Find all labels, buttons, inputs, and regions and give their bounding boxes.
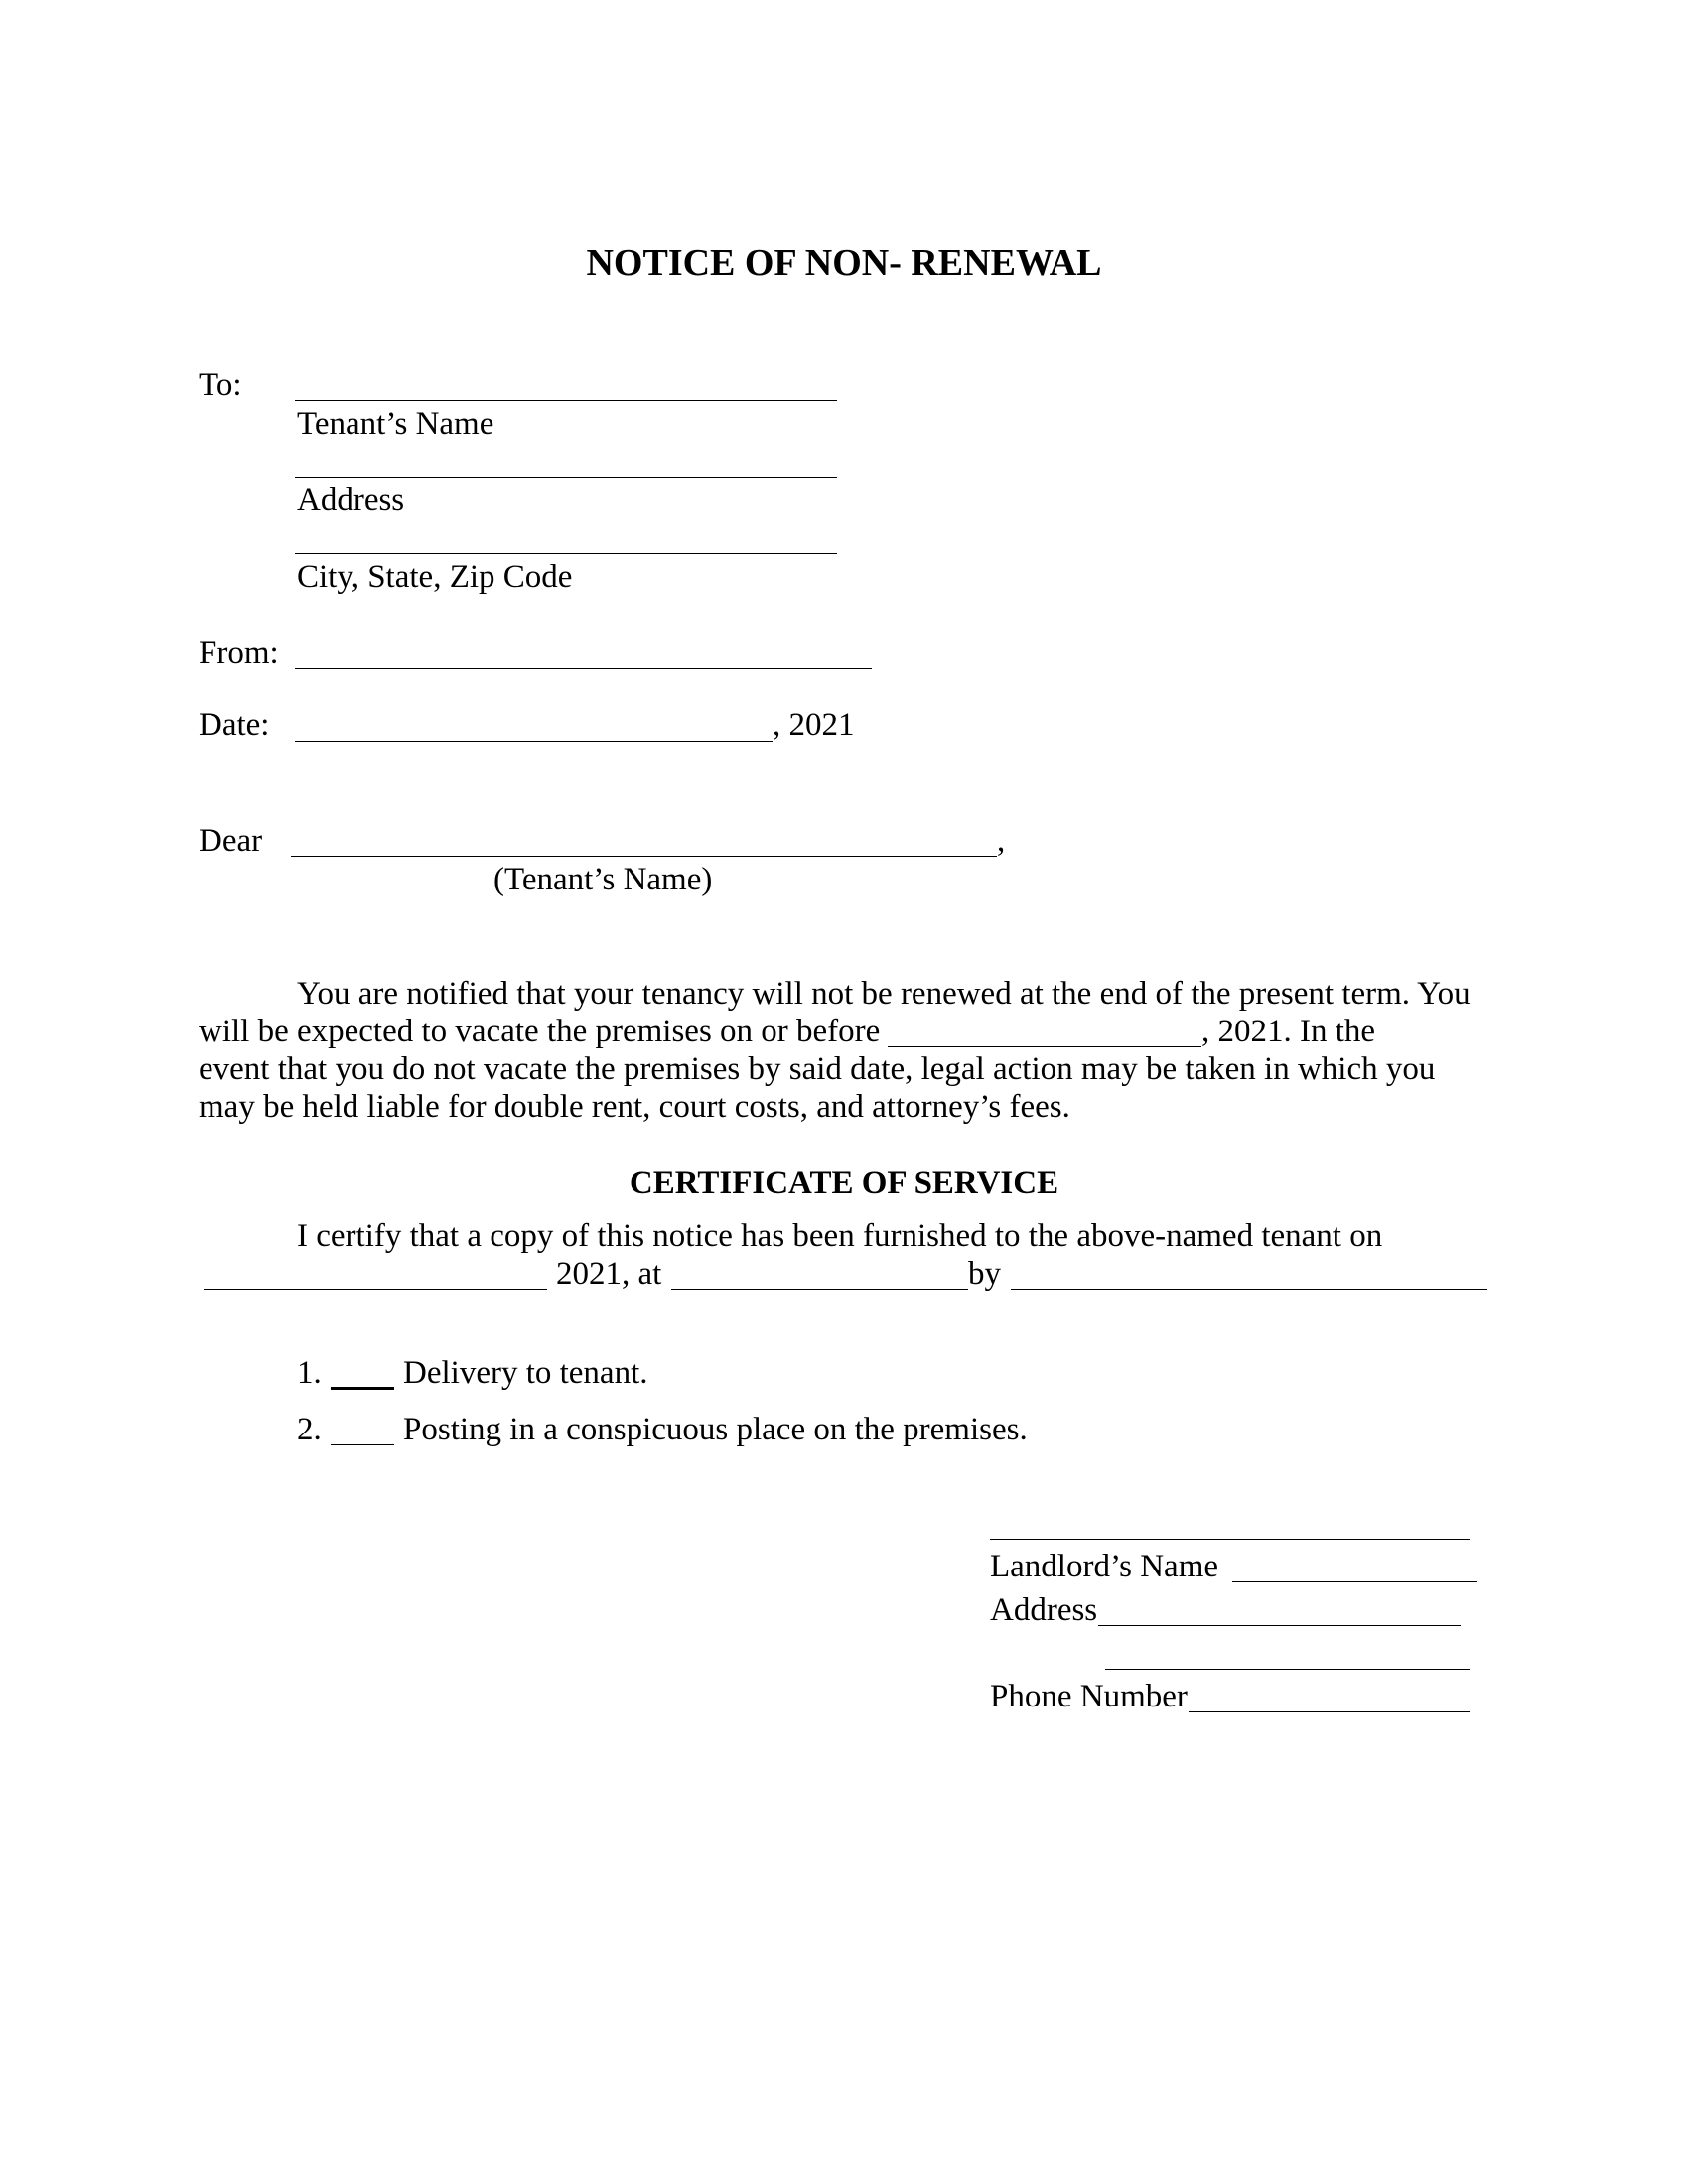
landlord-address-field-2[interactable]	[1105, 1669, 1470, 1670]
landlord-address-label: Address	[990, 1592, 1098, 1628]
salutation-caption: (Tenant’s Name)	[493, 862, 713, 897]
landlord-name-field[interactable]	[1232, 1581, 1477, 1582]
body-line-2-after: , 2021. In the	[1201, 1014, 1376, 1049]
phone-number-label: Phone Number	[990, 1679, 1188, 1714]
date-year-suffix: , 2021	[773, 707, 855, 743]
certificate-title: CERTIFICATE OF SERVICE	[629, 1165, 1059, 1201]
landlord-address-field[interactable]	[1098, 1625, 1461, 1626]
certificate-year-text: 2021, at	[556, 1256, 662, 1292]
service-date-field[interactable]	[204, 1289, 547, 1290]
body-line-3: event that you do not vacate the premises by said date, legal action may be taken in which you	[199, 1051, 1436, 1087]
option-2-text: Posting in a conspicuous place on the premises.	[403, 1412, 1028, 1447]
option-1-number: 1.	[297, 1355, 322, 1391]
address-field[interactable]	[295, 477, 837, 478]
city-state-zip-caption: City, State, Zip Code	[297, 559, 573, 595]
salutation-tenant-field[interactable]	[291, 856, 997, 857]
to-label: To:	[199, 367, 242, 403]
served-by-field[interactable]	[1011, 1289, 1487, 1290]
option-1-checkbox-line[interactable]	[331, 1387, 394, 1390]
body-line-1: You are notified that your tenancy will not be renewed at the end of the present term. You	[297, 976, 1471, 1012]
from-label: From:	[199, 635, 279, 671]
body-line-4: may be held liable for double rent, court costs, and attorney’s fees.	[199, 1089, 1070, 1125]
salutation-comma: ,	[997, 823, 1006, 859]
date-field[interactable]	[295, 741, 773, 742]
from-field[interactable]	[295, 668, 872, 669]
body-line-2-before: will be expected to vacate the premises on or before	[199, 1014, 881, 1049]
landlord-signature-field[interactable]	[990, 1539, 1470, 1540]
salutation-label: Dear	[199, 823, 263, 859]
document-title: NOTICE OF NON- RENEWAL	[586, 242, 1102, 284]
tenant-name-field[interactable]	[295, 400, 837, 401]
vacate-date-field[interactable]	[888, 1046, 1201, 1047]
option-1-text: Delivery to tenant.	[403, 1355, 648, 1391]
date-label: Date:	[199, 707, 270, 743]
option-2-number: 2.	[297, 1412, 322, 1447]
address-caption: Address	[297, 482, 405, 518]
landlord-name-label: Landlord’s Name	[990, 1549, 1219, 1584]
phone-number-field[interactable]	[1189, 1711, 1470, 1712]
city-state-zip-field[interactable]	[295, 553, 837, 554]
certificate-by-text: by	[968, 1256, 1001, 1292]
certificate-line-1: I certify that a copy of this notice has been furnished to the above-named tenant on	[297, 1218, 1383, 1254]
service-time-field[interactable]	[671, 1289, 968, 1290]
option-2-checkbox-line[interactable]	[331, 1444, 394, 1445]
tenant-name-caption: Tenant’s Name	[297, 406, 494, 442]
